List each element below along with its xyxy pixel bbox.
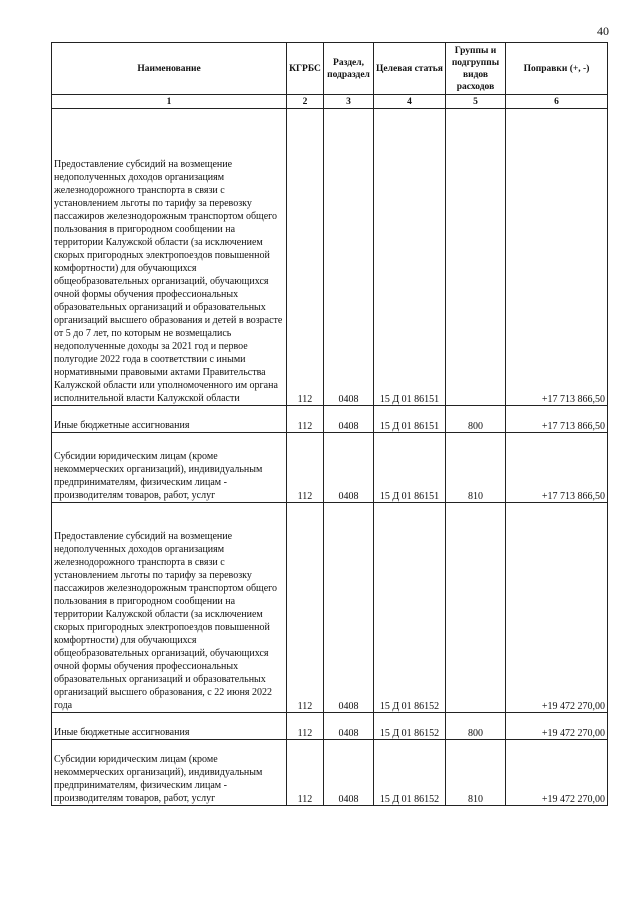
column-number: 5	[446, 95, 506, 109]
column-header-target: Целевая статья	[374, 43, 446, 95]
row-group: 800	[446, 713, 506, 740]
column-header-amount: Поправки (+, -)	[506, 43, 608, 95]
row-target: 15 Д 01 86151	[374, 109, 446, 406]
row-amount: +17 713 866,50	[506, 433, 608, 503]
column-number: 1	[52, 95, 287, 109]
row-group: 810	[446, 740, 506, 806]
row-name: Предоставление субсидий на возмещение недополученных доходов организациям железнодорожного транспорта в связи с установлением льготы по тарифу за перевозку пассажиров железнодорожным транспортом общего пользования в пригородном сообщении на территории Калужской области (за исключением скорых пригородных электропоездов повышенной комфортности) для обучающихся общеобразовательных организаций, обучающихся очной формы обучения профессиональных образовательных организаций и образовательных организаций высшего образования, с 22 июня 2022 года	[52, 503, 287, 713]
row-amount: +19 472 270,00	[506, 740, 608, 806]
table-row	[52, 109, 608, 406]
column-header-section: Раздел, подраздел	[324, 43, 374, 95]
table-row	[52, 713, 608, 740]
row-name: Иные бюджетные ассигнования	[52, 713, 287, 740]
table-row	[52, 740, 608, 806]
page-number: 40	[597, 24, 609, 38]
row-group: 800	[446, 406, 506, 433]
table-row	[52, 503, 608, 713]
row-section: 0408	[324, 433, 374, 503]
table-row	[52, 433, 608, 503]
column-header-name: Наименование	[52, 43, 287, 95]
row-name: Предоставление субсидий на возмещение недополученных доходов организациям железнодорожного транспорта в связи с установлением льготы по тарифу за перевозку пассажиров железнодорожным транспортом общего пользования в пригородном сообщении на территории Калужской области (за исключением скорых пригородных электропоездов повышенной комфортности) для обучающихся общеобразовательных организаций, обучающихся очной формы обучения профессиональных образовательных организаций и образовательных организаций высшего образования и детей в возрасте от 5 до 7 лет, по которым не возмещались недополученные доходы за 2021 год и первое полугодие 2022 года в соответствии с иными нормативными правовыми актами Правительства Калужской области или уполномоченного им органа исполнительной власти Калужской области	[52, 109, 287, 406]
row-amount: +17 713 866,50	[506, 406, 608, 433]
row-section: 0408	[324, 713, 374, 740]
table-header-row	[52, 43, 608, 95]
column-number: 3	[324, 95, 374, 109]
row-amount: +19 472 270,00	[506, 713, 608, 740]
row-section: 0408	[324, 406, 374, 433]
row-section: 0408	[324, 503, 374, 713]
row-section: 0408	[324, 740, 374, 806]
row-amount: +19 472 270,00	[506, 503, 608, 713]
budget-amendments-table	[51, 42, 608, 806]
row-kgrbs: 112	[287, 433, 324, 503]
column-number: 6	[506, 95, 608, 109]
row-group: 810	[446, 433, 506, 503]
row-kgrbs: 112	[287, 503, 324, 713]
column-number-row	[52, 95, 608, 109]
column-header-kgrbs: КГРБС	[287, 43, 324, 95]
row-target: 15 Д 01 86152	[374, 503, 446, 713]
column-number: 2	[287, 95, 324, 109]
row-kgrbs: 112	[287, 713, 324, 740]
row-target: 15 Д 01 86151	[374, 406, 446, 433]
row-target: 15 Д 01 86152	[374, 713, 446, 740]
row-amount: +17 713 866,50	[506, 109, 608, 406]
row-name: Иные бюджетные ассигнования	[52, 406, 287, 433]
row-target: 15 Д 01 86151	[374, 433, 446, 503]
table-row	[52, 406, 608, 433]
row-group	[446, 503, 506, 713]
row-kgrbs: 112	[287, 740, 324, 806]
column-number: 4	[374, 95, 446, 109]
row-kgrbs: 112	[287, 109, 324, 406]
row-section: 0408	[324, 109, 374, 406]
row-kgrbs: 112	[287, 406, 324, 433]
row-group	[446, 109, 506, 406]
row-name: Субсидии юридическим лицам (кроме некоммерческих организаций), индивидуальным предпринимателям, физическим лицам - производителям товаров, работ, услуг	[52, 740, 287, 806]
row-name: Субсидии юридическим лицам (кроме некоммерческих организаций), индивидуальным предпринимателям, физическим лицам - производителям товаров, работ, услуг	[52, 433, 287, 503]
column-header-group: Группы и подгруппы видов расходов	[446, 43, 506, 95]
row-target: 15 Д 01 86152	[374, 740, 446, 806]
